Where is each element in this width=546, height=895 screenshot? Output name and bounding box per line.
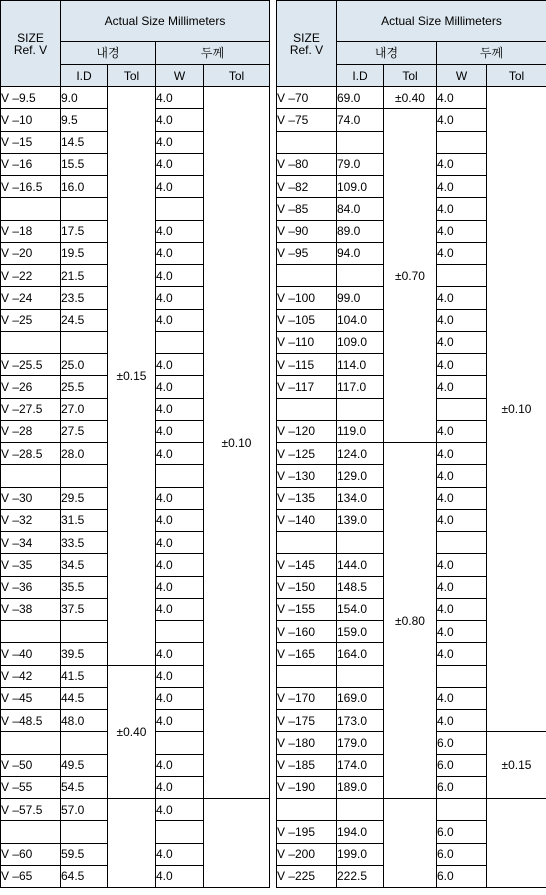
id-cell: 173.0 [337, 710, 384, 732]
w-cell: 4.0 [156, 799, 204, 821]
id-cell [61, 621, 108, 643]
id-cell: 109.0 [337, 176, 384, 198]
table-row [277, 799, 546, 821]
w-cell: 4.0 [156, 109, 204, 131]
size-cell: V –195 [277, 821, 337, 843]
w-cell: 4.0 [437, 220, 487, 242]
w-cell: 4.0 [437, 242, 487, 264]
size-cell: V –25 [1, 309, 61, 331]
size-cell: V –90 [277, 220, 337, 242]
left-table-body [1, 87, 270, 888]
id-cell [61, 821, 108, 843]
size-cell: V –42 [1, 665, 61, 687]
right-table-body [277, 87, 546, 888]
size-cell [1, 465, 61, 487]
w-cell: 4.0 [437, 287, 487, 309]
w-cell: 4.0 [437, 509, 487, 531]
w-cell: 4.0 [156, 487, 204, 509]
id-cell: 148.5 [337, 576, 384, 598]
right-table-header [277, 1, 546, 87]
size-cell: V –65 [1, 865, 61, 887]
w-cell: 4.0 [156, 131, 204, 153]
id-tol-column-header: Tol [384, 65, 437, 87]
id-tol-column-header: Tol [108, 65, 156, 87]
size-cell [1, 331, 61, 353]
w-tol-column-header: Tol [487, 65, 546, 87]
id-cell: 109.0 [337, 331, 384, 353]
id-cell: 19.5 [61, 242, 108, 264]
right-spec-table [276, 0, 546, 888]
size-cell: V –32 [1, 509, 61, 531]
size-cell: V –100 [277, 287, 337, 309]
w-cell: 4.0 [156, 643, 204, 665]
w-cell: 4.0 [156, 176, 204, 198]
size-cell [277, 398, 337, 420]
table-row [1, 87, 270, 109]
id-cell: 28.0 [61, 443, 108, 465]
size-cell [277, 532, 337, 554]
id-cell [337, 131, 384, 153]
w-cell: 4.0 [156, 309, 204, 331]
table-row [1, 799, 270, 821]
id-cell: 27.0 [61, 398, 108, 420]
size-cell: V –170 [277, 687, 337, 709]
size-cell: V –45 [1, 687, 61, 709]
w-cell: 4.0 [156, 576, 204, 598]
id-cell: 154.0 [337, 598, 384, 620]
w-cell: 4.0 [156, 220, 204, 242]
w-cell: 4.0 [156, 710, 204, 732]
w-cell: 4.0 [437, 487, 487, 509]
size-cell: V –18 [1, 220, 61, 242]
w-cell: 6.0 [437, 776, 487, 798]
id-cell: 44.5 [61, 687, 108, 709]
w-cell: 4.0 [437, 176, 487, 198]
id-cell: 27.5 [61, 420, 108, 442]
id-cell: 169.0 [337, 687, 384, 709]
id-cell [337, 532, 384, 554]
w-cell: 4.0 [437, 309, 487, 331]
size-cell: V –110 [277, 331, 337, 353]
w-cell [437, 532, 487, 554]
w-cell [156, 331, 204, 353]
w-cell [437, 398, 487, 420]
id-cell: 25.0 [61, 354, 108, 376]
w-cell: 4.0 [156, 443, 204, 465]
id-cell: 54.5 [61, 776, 108, 798]
w-cell: 4.0 [437, 598, 487, 620]
w-cell: 4.0 [437, 710, 487, 732]
size-cell: V –24 [1, 287, 61, 309]
size-cell: V –57.5 [1, 799, 61, 821]
size-cell: V –145 [277, 554, 337, 576]
w-cell: 4.0 [156, 532, 204, 554]
w-cell: 6.0 [437, 732, 487, 754]
size-cell: V –200 [277, 843, 337, 865]
size-cell [277, 131, 337, 153]
w-cell: 4.0 [156, 153, 204, 175]
id-cell [337, 265, 384, 287]
w-cell: 4.0 [156, 665, 204, 687]
size-cell: V –125 [277, 443, 337, 465]
w-cell: 6.0 [437, 754, 487, 776]
w-cell [156, 198, 204, 220]
size-cell: V –25.5 [1, 354, 61, 376]
w-cell [156, 732, 204, 754]
id-cell: 99.0 [337, 287, 384, 309]
size-cell [1, 821, 61, 843]
w-cell: 4.0 [156, 598, 204, 620]
actual-size-header: Actual Size Millimeters [337, 1, 546, 42]
size-cell: V –48.5 [1, 710, 61, 732]
w-cell [156, 821, 204, 843]
w-cell: 4.0 [437, 621, 487, 643]
w-cell: 4.0 [156, 287, 204, 309]
id-cell: 104.0 [337, 309, 384, 331]
size-cell [277, 665, 337, 687]
size-cell: V –38 [1, 598, 61, 620]
w-cell [437, 131, 487, 153]
w-cell [156, 621, 204, 643]
size-cell: V –10 [1, 109, 61, 131]
id-cell: 79.0 [337, 153, 384, 175]
w-cell: 4.0 [437, 109, 487, 131]
size-cell: V –36 [1, 576, 61, 598]
id-cell: 222.5 [337, 865, 384, 887]
w-cell: 4.0 [437, 87, 487, 109]
w-cell: 4.0 [437, 331, 487, 353]
actual-size-header: Actual Size Millimeters [61, 1, 270, 42]
id-cell: 41.5 [61, 665, 108, 687]
w-cell: 4.0 [156, 554, 204, 576]
id-cell: 16.0 [61, 176, 108, 198]
size-cell: V –15 [1, 131, 61, 153]
w-cell [437, 265, 487, 287]
id-cell: 57.0 [61, 799, 108, 821]
w-cell: 4.0 [437, 554, 487, 576]
table-row [277, 87, 546, 109]
w-cell: 4.0 [156, 687, 204, 709]
size-cell: V –190 [277, 776, 337, 798]
id-cell: 129.0 [337, 465, 384, 487]
id-cell [61, 331, 108, 353]
size-cell: V –55 [1, 776, 61, 798]
size-cell: V –60 [1, 843, 61, 865]
id-cell: 31.5 [61, 509, 108, 531]
size-cell: V –9.5 [1, 87, 61, 109]
w-cell: 4.0 [156, 265, 204, 287]
id-tol-cell: ±0.40 [108, 665, 156, 799]
size-cell: V –34 [1, 532, 61, 554]
size-cell: V –95 [277, 242, 337, 264]
w-tol-cell [204, 799, 270, 888]
id-cell [337, 665, 384, 687]
id-cell: 59.5 [61, 843, 108, 865]
id-cell: 199.0 [337, 843, 384, 865]
size-cell: V –225 [277, 865, 337, 887]
size-cell: V –180 [277, 732, 337, 754]
w-cell [437, 799, 487, 821]
w-cell: 4.0 [156, 376, 204, 398]
w-tol-cell: ±0.15 [487, 732, 546, 799]
id-cell: 194.0 [337, 821, 384, 843]
w-cell: 4.0 [156, 843, 204, 865]
size-cell: V –140 [277, 509, 337, 531]
id-cell: 25.5 [61, 376, 108, 398]
size-cell: V –175 [277, 710, 337, 732]
w-cell: 6.0 [437, 843, 487, 865]
id-column-header: I.D [337, 65, 384, 87]
w-cell: 4.0 [156, 754, 204, 776]
id-column-header: I.D [61, 65, 108, 87]
id-cell: 64.5 [61, 865, 108, 887]
size-cell: V –117 [277, 376, 337, 398]
id-cell: 9.5 [61, 109, 108, 131]
w-tol-cell [487, 799, 546, 888]
w-cell [437, 665, 487, 687]
id-tol-cell [108, 799, 156, 888]
id-cell [337, 398, 384, 420]
size-cell: V –115 [277, 354, 337, 376]
left-table-header [1, 1, 270, 87]
size-cell: V –16 [1, 153, 61, 175]
w-cell: 4.0 [156, 242, 204, 264]
id-tol-cell: ±0.15 [108, 87, 156, 666]
id-cell: 134.0 [337, 487, 384, 509]
id-cell: 69.0 [337, 87, 384, 109]
id-cell: 48.0 [61, 710, 108, 732]
w-tol-column-header: Tol [204, 65, 270, 87]
size-cell: V –120 [277, 420, 337, 442]
w-cell: 4.0 [437, 198, 487, 220]
id-cell: 114.0 [337, 354, 384, 376]
id-cell: 119.0 [337, 420, 384, 442]
w-cell: 4.0 [437, 420, 487, 442]
id-cell: 124.0 [337, 443, 384, 465]
w-cell: 4.0 [437, 354, 487, 376]
w-tol-cell: ±0.10 [487, 87, 546, 732]
id-cell: 34.5 [61, 554, 108, 576]
id-cell: 144.0 [337, 554, 384, 576]
thickness-header: 두께 [437, 42, 546, 65]
size-cell: V –150 [277, 576, 337, 598]
id-cell: 179.0 [337, 732, 384, 754]
id-cell: 189.0 [337, 776, 384, 798]
id-tol-cell [384, 799, 437, 888]
id-cell: 49.5 [61, 754, 108, 776]
w-column-header: W [156, 65, 204, 87]
id-cell: 89.0 [337, 220, 384, 242]
w-tol-cell: ±0.10 [204, 87, 270, 799]
w-cell: 4.0 [156, 776, 204, 798]
id-cell: 37.5 [61, 598, 108, 620]
w-cell: 4.0 [437, 643, 487, 665]
w-cell: 6.0 [437, 865, 487, 887]
w-cell: 6.0 [437, 821, 487, 843]
w-cell [156, 465, 204, 487]
size-cell: V –16.5 [1, 176, 61, 198]
id-cell: 23.5 [61, 287, 108, 309]
size-cell: V –85 [277, 198, 337, 220]
size-cell [1, 198, 61, 220]
id-cell: 24.5 [61, 309, 108, 331]
size-cell [1, 732, 61, 754]
id-cell [61, 465, 108, 487]
thickness-header: 두께 [156, 42, 270, 65]
size-cell: V –130 [277, 465, 337, 487]
w-cell: 4.0 [156, 865, 204, 887]
w-column-header: W [437, 65, 487, 87]
id-cell: 74.0 [337, 109, 384, 131]
id-cell: 35.5 [61, 576, 108, 598]
size-cell: V –80 [277, 153, 337, 175]
size-cell: V –28 [1, 420, 61, 442]
size-cell: V –165 [277, 643, 337, 665]
id-cell: 159.0 [337, 621, 384, 643]
size-cell: V –20 [1, 242, 61, 264]
inner-diameter-header: 내경 [337, 42, 437, 65]
id-cell: 164.0 [337, 643, 384, 665]
size-cell: V –40 [1, 643, 61, 665]
size-cell [277, 265, 337, 287]
w-cell: 4.0 [156, 509, 204, 531]
id-cell: 21.5 [61, 265, 108, 287]
size-cell: V –35 [1, 554, 61, 576]
size-cell: V –82 [277, 176, 337, 198]
inner-diameter-header: 내경 [61, 42, 156, 65]
size-cell: V –22 [1, 265, 61, 287]
id-cell: 117.0 [337, 376, 384, 398]
w-cell: 4.0 [437, 443, 487, 465]
size-cell [1, 621, 61, 643]
size-cell: V –105 [277, 309, 337, 331]
w-cell: 4.0 [437, 465, 487, 487]
size-ref-header: SIZE Ref. V [277, 1, 337, 87]
id-cell: 9.0 [61, 87, 108, 109]
id-cell: 15.5 [61, 153, 108, 175]
w-cell: 4.0 [156, 87, 204, 109]
id-cell: 139.0 [337, 509, 384, 531]
size-cell: V –27.5 [1, 398, 61, 420]
size-cell: V –70 [277, 87, 337, 109]
id-tol-cell: ±0.80 [384, 443, 437, 799]
id-cell: 84.0 [337, 198, 384, 220]
id-cell: 39.5 [61, 643, 108, 665]
size-cell [277, 799, 337, 821]
id-cell: 14.5 [61, 131, 108, 153]
size-cell: V –75 [277, 109, 337, 131]
id-cell: 29.5 [61, 487, 108, 509]
id-cell: 33.5 [61, 532, 108, 554]
size-cell: V –30 [1, 487, 61, 509]
id-cell: 174.0 [337, 754, 384, 776]
w-cell: 4.0 [437, 687, 487, 709]
w-cell: 4.0 [156, 354, 204, 376]
id-cell [337, 799, 384, 821]
id-tol-cell: ±0.40 [384, 87, 437, 109]
size-cell: V –28.5 [1, 443, 61, 465]
w-cell: 4.0 [156, 398, 204, 420]
id-cell: 17.5 [61, 220, 108, 242]
w-cell: 4.0 [437, 576, 487, 598]
size-cell: V –135 [277, 487, 337, 509]
w-cell: 4.0 [156, 420, 204, 442]
size-cell: V –160 [277, 621, 337, 643]
id-tol-cell: ±0.70 [384, 109, 437, 443]
id-cell [61, 732, 108, 754]
w-cell: 4.0 [437, 376, 487, 398]
size-cell: V –50 [1, 754, 61, 776]
w-cell: 4.0 [437, 153, 487, 175]
id-cell: 94.0 [337, 242, 384, 264]
size-cell: V –155 [277, 598, 337, 620]
left-spec-table [0, 0, 270, 888]
id-cell [61, 198, 108, 220]
size-cell: V –185 [277, 754, 337, 776]
size-ref-header: SIZE Ref. V [1, 1, 61, 87]
size-cell: V –26 [1, 376, 61, 398]
